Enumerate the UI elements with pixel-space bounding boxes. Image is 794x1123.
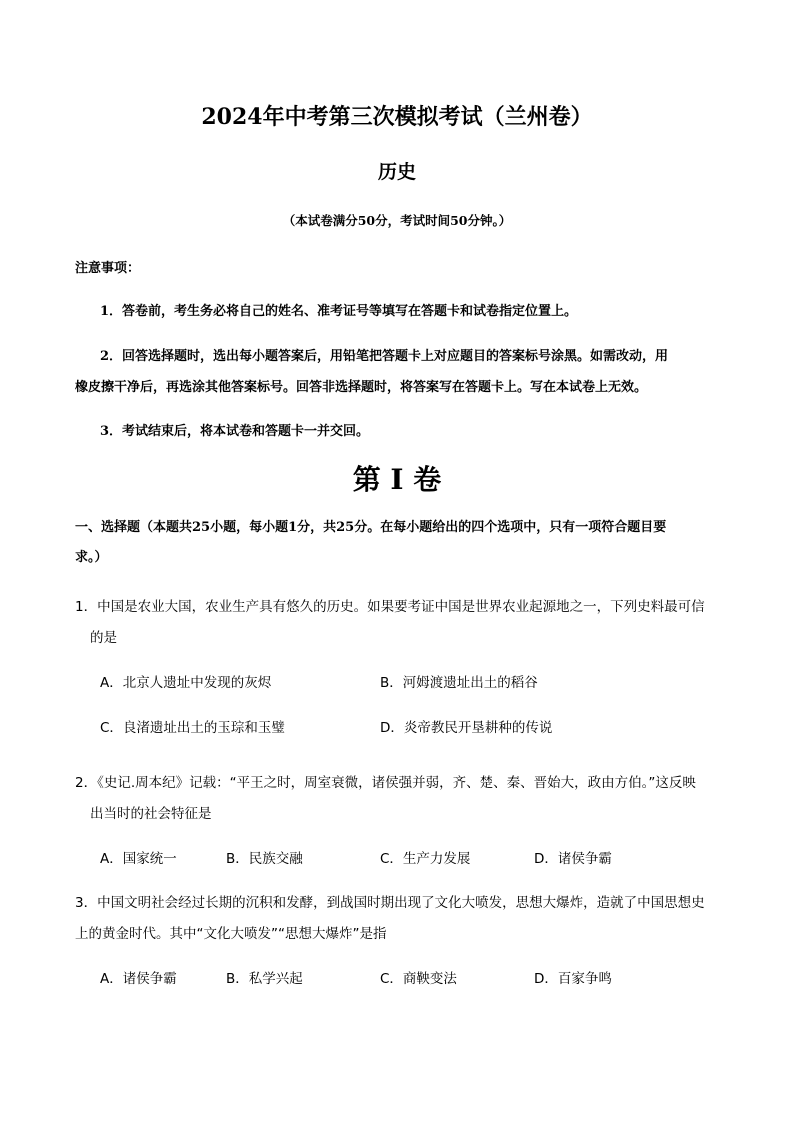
question-3-option-d: D．百家争鸣 bbox=[534, 971, 612, 987]
subject-title: 历史 bbox=[377, 161, 416, 183]
question-1-option-c: C．良渚遗址出土的玉琮和玉璧 bbox=[100, 720, 285, 736]
section-heading-line-2: 求。） bbox=[75, 550, 108, 565]
exam-info: （本试卷满分50分，考试时间50分钟。） bbox=[282, 213, 512, 228]
exam-title: 2024年中考第三次模拟考试（兰州卷） bbox=[201, 104, 593, 130]
notice-item-2-line-1: 2．回答选择题时，选出每小题答案后，用铅笔把答题卡上对应题目的答案标号涂黑。如需改动，用 bbox=[100, 349, 669, 364]
notice-item-3: 3．考试结束后，将本试卷和答题卡一并交回。 bbox=[100, 424, 370, 439]
question-3-option-b: B．私学兴起 bbox=[226, 971, 303, 987]
question-2-option-c: C．生产力发展 bbox=[380, 851, 471, 867]
notice-heading: 注意事项： bbox=[75, 261, 141, 276]
question-1-option-a: A．北京人遗址中发现的灰烬 bbox=[100, 675, 272, 691]
notice-item-2-line-2: 橡皮擦干净后，再选涂其他答案标号。回答非选择题时，将答案写在答题卡上。写在本试卷上无效。 bbox=[75, 380, 648, 395]
notice-item-1: 1．答卷前，考生务必将自己的姓名、准考证号等填写在答题卡和试卷指定位置上。 bbox=[100, 304, 578, 319]
question-3-line-2: 上的黄金时代。其中“文化大喷发”“思想大爆炸”是指 bbox=[75, 926, 387, 942]
question-1-option-d: D．炎帝教民开垦耕种的传说 bbox=[380, 720, 553, 736]
question-1-line-2: 的是 bbox=[90, 630, 117, 646]
question-2-option-d: D．诸侯争霸 bbox=[534, 851, 612, 867]
question-2-line-2: 出当时的社会特征是 bbox=[90, 806, 212, 822]
question-1-line-1: 1．中国是农业大国，农业生产具有悠久的历史。如果要考证中国是世界农业起源地之一，下列史料最可信 bbox=[75, 599, 705, 615]
question-2-option-b: B．民族交融 bbox=[226, 851, 303, 867]
question-3-line-1: 3．中国文明社会经过长期的沉积和发酵，到战国时期出现了文化大喷发，思想大爆炸，造就了中国思想史 bbox=[75, 895, 705, 911]
part-title: 第 I 卷 bbox=[352, 463, 442, 496]
question-3-option-c: C．商鞅变法 bbox=[380, 971, 457, 987]
question-2-option-a: A．国家统一 bbox=[100, 851, 177, 867]
question-1-option-b: B．河姆渡遗址出土的稻谷 bbox=[380, 675, 538, 691]
section-heading-line-1: 一、选择题（本题共25小题，每小题1分，共25分。在每小题给出的四个选项中，只有一项符合题目要 bbox=[75, 520, 667, 535]
question-3-option-a: A．诸侯争霸 bbox=[100, 971, 177, 987]
question-2-line-1: 2．《史记.周本纪》记载：“平王之时，周室衰微，诸侯强并弱，齐、楚、秦、晋始大，政由方伯。”这反映 bbox=[75, 775, 696, 791]
